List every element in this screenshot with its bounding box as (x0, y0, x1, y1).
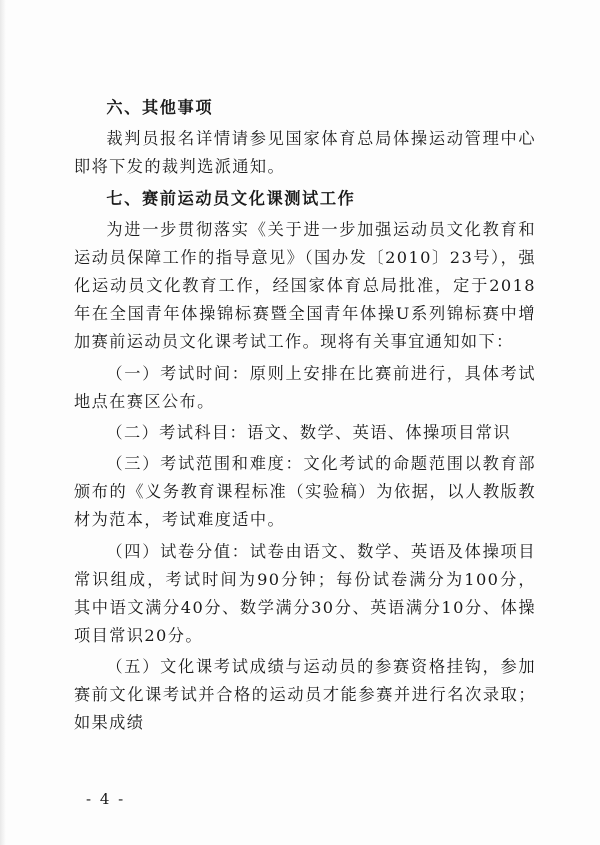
page-number: - 4 - (86, 790, 126, 808)
paragraph-exam-scope: （三）考试范围和难度：文化考试的命题范围以教育部颁布的《义务教育课程标准（实验稿）为依据，以人教版教材为范本，考试难度适中。 (74, 454, 536, 530)
paragraph-exam-subjects: （二）考试科目：语文、数学、英语、体操项目常识 (106, 422, 511, 442)
paragraph-referee-registration: 裁判员报名详情请参见国家体育总局体操运动管理中心即将下发的裁判选派通知。 (74, 129, 536, 177)
paragraph-test-introduction: 为进一步贯彻落实《关于进一步加强运动员文化教育和运动员保障工作的指导意见》（国办发〔2010〕23号），强化运动员文化教育工作，经国家体育总局批准，定于2018年在全国青年体操锦标赛暨全国青年体操U系列锦标赛中增加赛前运动员文化课考试工作。现将有关事宜通知如下： (74, 220, 536, 352)
document-body (74, 94, 536, 741)
paragraph-exam-scores: （四）试卷分值：试卷由语文、数学、英语及体操项目常识组成，考试时间为90分钟；每份试卷满分为100分，其中语文满分40分、数学满分30分、英语满分10分、体操项目常识20分。 (74, 541, 536, 645)
section-heading-culture-test: 七、赛前运动员文化课测试工作 (106, 188, 356, 208)
section-heading-other-matters: 六、其他事项 (106, 98, 214, 117)
paragraph-exam-time: （一）考试时间：原则上安排在比赛前进行，具体考试地点在赛区公布。 (74, 363, 536, 411)
paragraph-exam-eligibility: （五）文化课考试成绩与运动员的参赛资格挂钩，参加赛前文化课考试并合格的运动员才能参赛并进行名次录取；如果成绩 (74, 657, 536, 733)
